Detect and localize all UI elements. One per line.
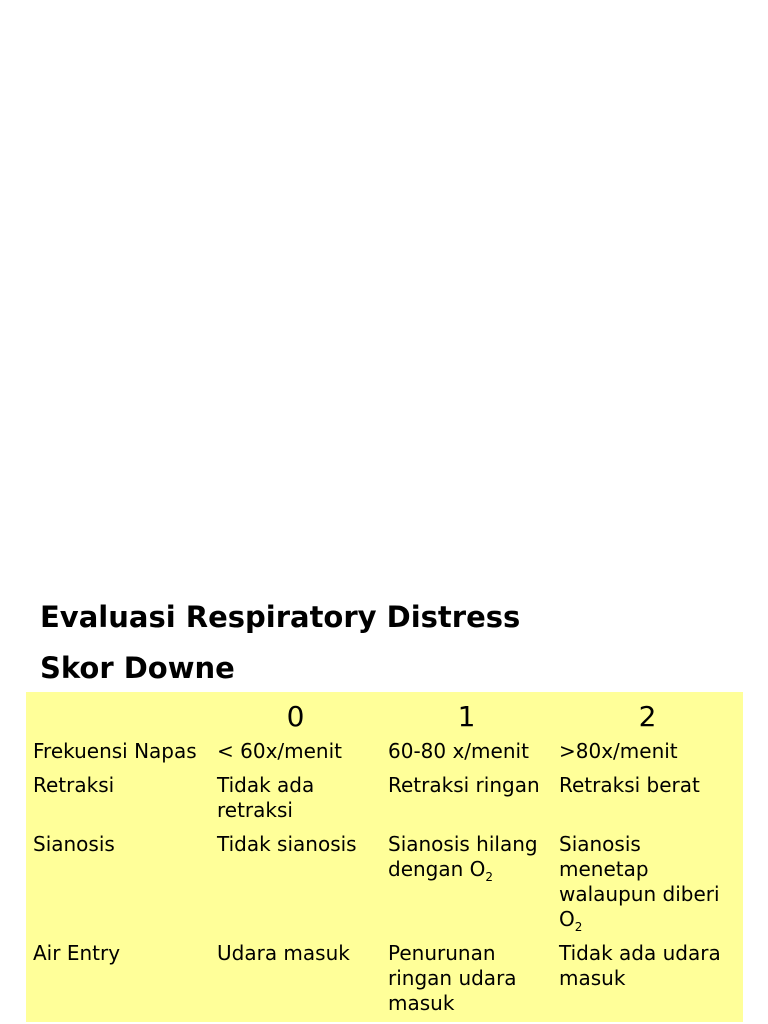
score-0-cell: < 60x/menit	[217, 739, 342, 763]
slide-title: Evaluasi Respiratory Distress	[40, 600, 521, 634]
header-score-0: 0	[286, 699, 305, 733]
header-criterion	[26, 692, 210, 736]
table-header-row	[26, 692, 743, 736]
slide-subtitle: Skor Downe	[40, 651, 235, 685]
score-2-cell: Retraksi berat	[559, 773, 700, 797]
score-2-cell: Tidak ada udara masuk	[559, 941, 721, 990]
table-row	[26, 829, 743, 938]
score-1-cell	[381, 829, 552, 938]
score-1-cell: Penurunan ringan udara masuk	[388, 941, 517, 1015]
table-row	[26, 938, 743, 1022]
score-1-cell: Retraksi ringan	[388, 773, 540, 797]
score-2-cell	[552, 829, 743, 938]
table-row	[26, 770, 743, 829]
score-0-cell: Udara masuk	[217, 941, 350, 965]
score-0-cell: Tidak ada retraksi	[217, 773, 315, 822]
criterion-cell: Retraksi	[33, 773, 115, 797]
criterion-cell: Frekuensi Napas	[33, 739, 197, 763]
header-score-1: 1	[457, 699, 476, 733]
score-1-cell: 60-80 x/menit	[388, 739, 529, 763]
subscript-2: 2	[574, 920, 583, 934]
header-score-2: 2	[638, 699, 657, 733]
downe-score-table	[26, 692, 743, 1022]
score-2-cell: >80x/menit	[559, 739, 678, 763]
table-row	[26, 736, 743, 770]
score-0-cell: Tidak sianosis	[217, 832, 357, 856]
criterion-cell: Air Entry	[33, 941, 121, 965]
score-2-text: Sianosis menetap walaupun diberi O	[559, 832, 720, 931]
criterion-cell: Sianosis	[33, 832, 115, 856]
subscript-2: 2	[485, 870, 494, 884]
score-1-text: Sianosis hilang dengan O	[388, 832, 538, 881]
